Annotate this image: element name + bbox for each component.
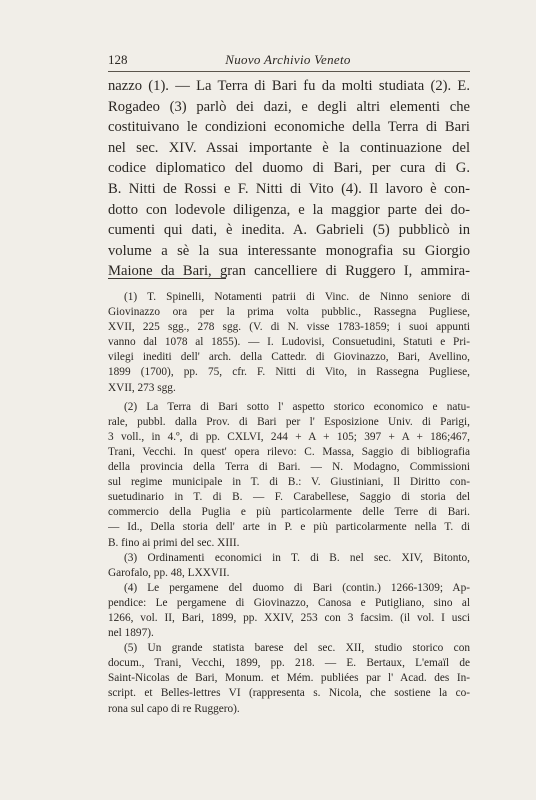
footnote-2: [108, 400, 470, 551]
footnote-line: (2) La Terra di Bari sotto l' aspetto storico economico e natu-: [124, 400, 470, 413]
footnote-line: docum., Trani, Vecchi, 1899, pp. 218. — E. Bertaux, L'emaïl de: [108, 657, 470, 670]
footnote-3: [108, 551, 470, 581]
running-title: Nuovo Archivio Veneto: [225, 52, 351, 67]
body-line: codice diplomatico del duomo di Bari, per cura di G.: [108, 160, 470, 177]
body-line: dotto con lodevole diligenza, e la maggior parte dei do-: [108, 201, 470, 218]
body-line: costituivano le condizioni economiche della Terra di Bari: [108, 119, 470, 136]
body-line: B. Nitti de Rossi e F. Nitti di Vito (4). Il lavoro è con-: [108, 180, 470, 197]
footnote-line: rona sul capo di re Ruggero).: [108, 702, 240, 715]
footnote-5: [108, 641, 470, 716]
footnote-1: [108, 290, 470, 396]
footnote-line: Garofalo, pp. 48, LXXVII.: [108, 566, 230, 579]
footnote-line: suetudinario in T. di B. — F. Carabellese, Saggio di storia del: [108, 491, 470, 504]
body-line: volume a sè la sua interessante monografia su Giorgio: [108, 242, 470, 259]
footnote-line: sul regime municipale in T. di B.: V. Giustiniani, Il Diritto con-: [108, 476, 470, 489]
footnote-rule: [108, 278, 226, 279]
footnote-line: vanno dal 1078 al 1855). — I. Ludovisi, Consuetudini, Statuti e Pri-: [108, 336, 470, 349]
footnote-line: — Id., Della storia dell' arte in P. e più particolarmente nella T. di: [108, 521, 470, 534]
footnote-line: vilegi inediti dell' arch. della Cattedr. di Giovinazzo, Bari, Avellino,: [108, 351, 470, 364]
footnote-line: script. et Belles-lettres VI (rappresenta s. Nicola, che sostiene la co-: [108, 687, 470, 700]
footnote-line: della provincia della Terra di Bari. — N. Modagno, Commissioni: [108, 461, 470, 474]
footnote-line: B. fino ai primi del sec. XIII.: [108, 536, 240, 549]
footnote-line: nel 1897).: [108, 627, 154, 640]
page-header: [108, 52, 468, 70]
footnote-line: (3) Ordinamenti economici in T. di B. nel sec. XIV, Bitonto,: [124, 551, 470, 564]
footnote-line: (1) T. Spinelli, Notamenti patrii di Vinc. de Ninno seniore di: [124, 291, 470, 303]
footnote-line: 1899 (1700), pp. 75, cfr. F. Nitti di Vito, in Rassegna Pugliese,: [108, 366, 470, 379]
body-line: Maione da Bari, gran cancelliere di Ruggero I, ammira-: [108, 263, 470, 280]
footnote-line: rale, pubbl. dalla Prov. di Bari per l' Esposizione Univ. di Parigi,: [108, 415, 470, 428]
body-line: nazzo (1). — La Terra di Bari fu da molti studiata (2). E.: [108, 78, 470, 94]
footnote-line: Giovinazzo ora per la prima volta pubblic., Rassegna Pugliese,: [108, 306, 470, 319]
header-rule: [108, 71, 470, 72]
body-line: cumenti qui dati, è inedita. A. Gabrieli (5) pubblicò in: [108, 222, 470, 239]
footnote-line: pendice: Le pergamene di Giovinazzo, Canosa e Putigliano, sino al: [108, 596, 470, 609]
footnote-line: commercio della Puglia e più particolarmente delle Terre di Bari.: [108, 506, 470, 519]
footnote-line: 3 voll., in 4.º, di pp. CXLVI, 244 + A + 105; 397 + A + 186;467,: [108, 430, 470, 443]
footnote-line: (4) Le pergamene del duomo di Bari (contin.) 1266-1309; Ap-: [124, 581, 470, 594]
body-text: [108, 76, 470, 282]
footnote-line: Saint-Nicolas de Bari, Monum. et Mém. publiées par l' Acad. des In-: [108, 672, 470, 685]
body-line: Rogadeo (3) parlò dei dazi, e degli altri elementi che: [108, 98, 470, 115]
footnote-line: XVII, 225 sgg., 278 sgg. (V. di N. visse 1783-1859; i suoi appunti: [108, 321, 470, 334]
footnote-4: [108, 581, 470, 641]
footnotes: [108, 290, 470, 717]
footnote-line: XVII, 273 sgg.: [108, 381, 176, 394]
footnote-line: Trani, Vecchi. In quest' opera rilevo: C. Massa, Saggio di bibliografia: [108, 445, 470, 458]
footnote-line: (5) Un grande statista barese del sec. XII, studio storico con: [124, 642, 470, 655]
footnote-line: 1266, vol. II, Bari, 1899, pp. XXIV, 253 con 3 facsim. (il vol. I usci: [108, 611, 470, 624]
page-number: 128: [108, 52, 128, 67]
body-line: nel sec. XIV. Assai importante è la continuazione del: [108, 139, 470, 156]
